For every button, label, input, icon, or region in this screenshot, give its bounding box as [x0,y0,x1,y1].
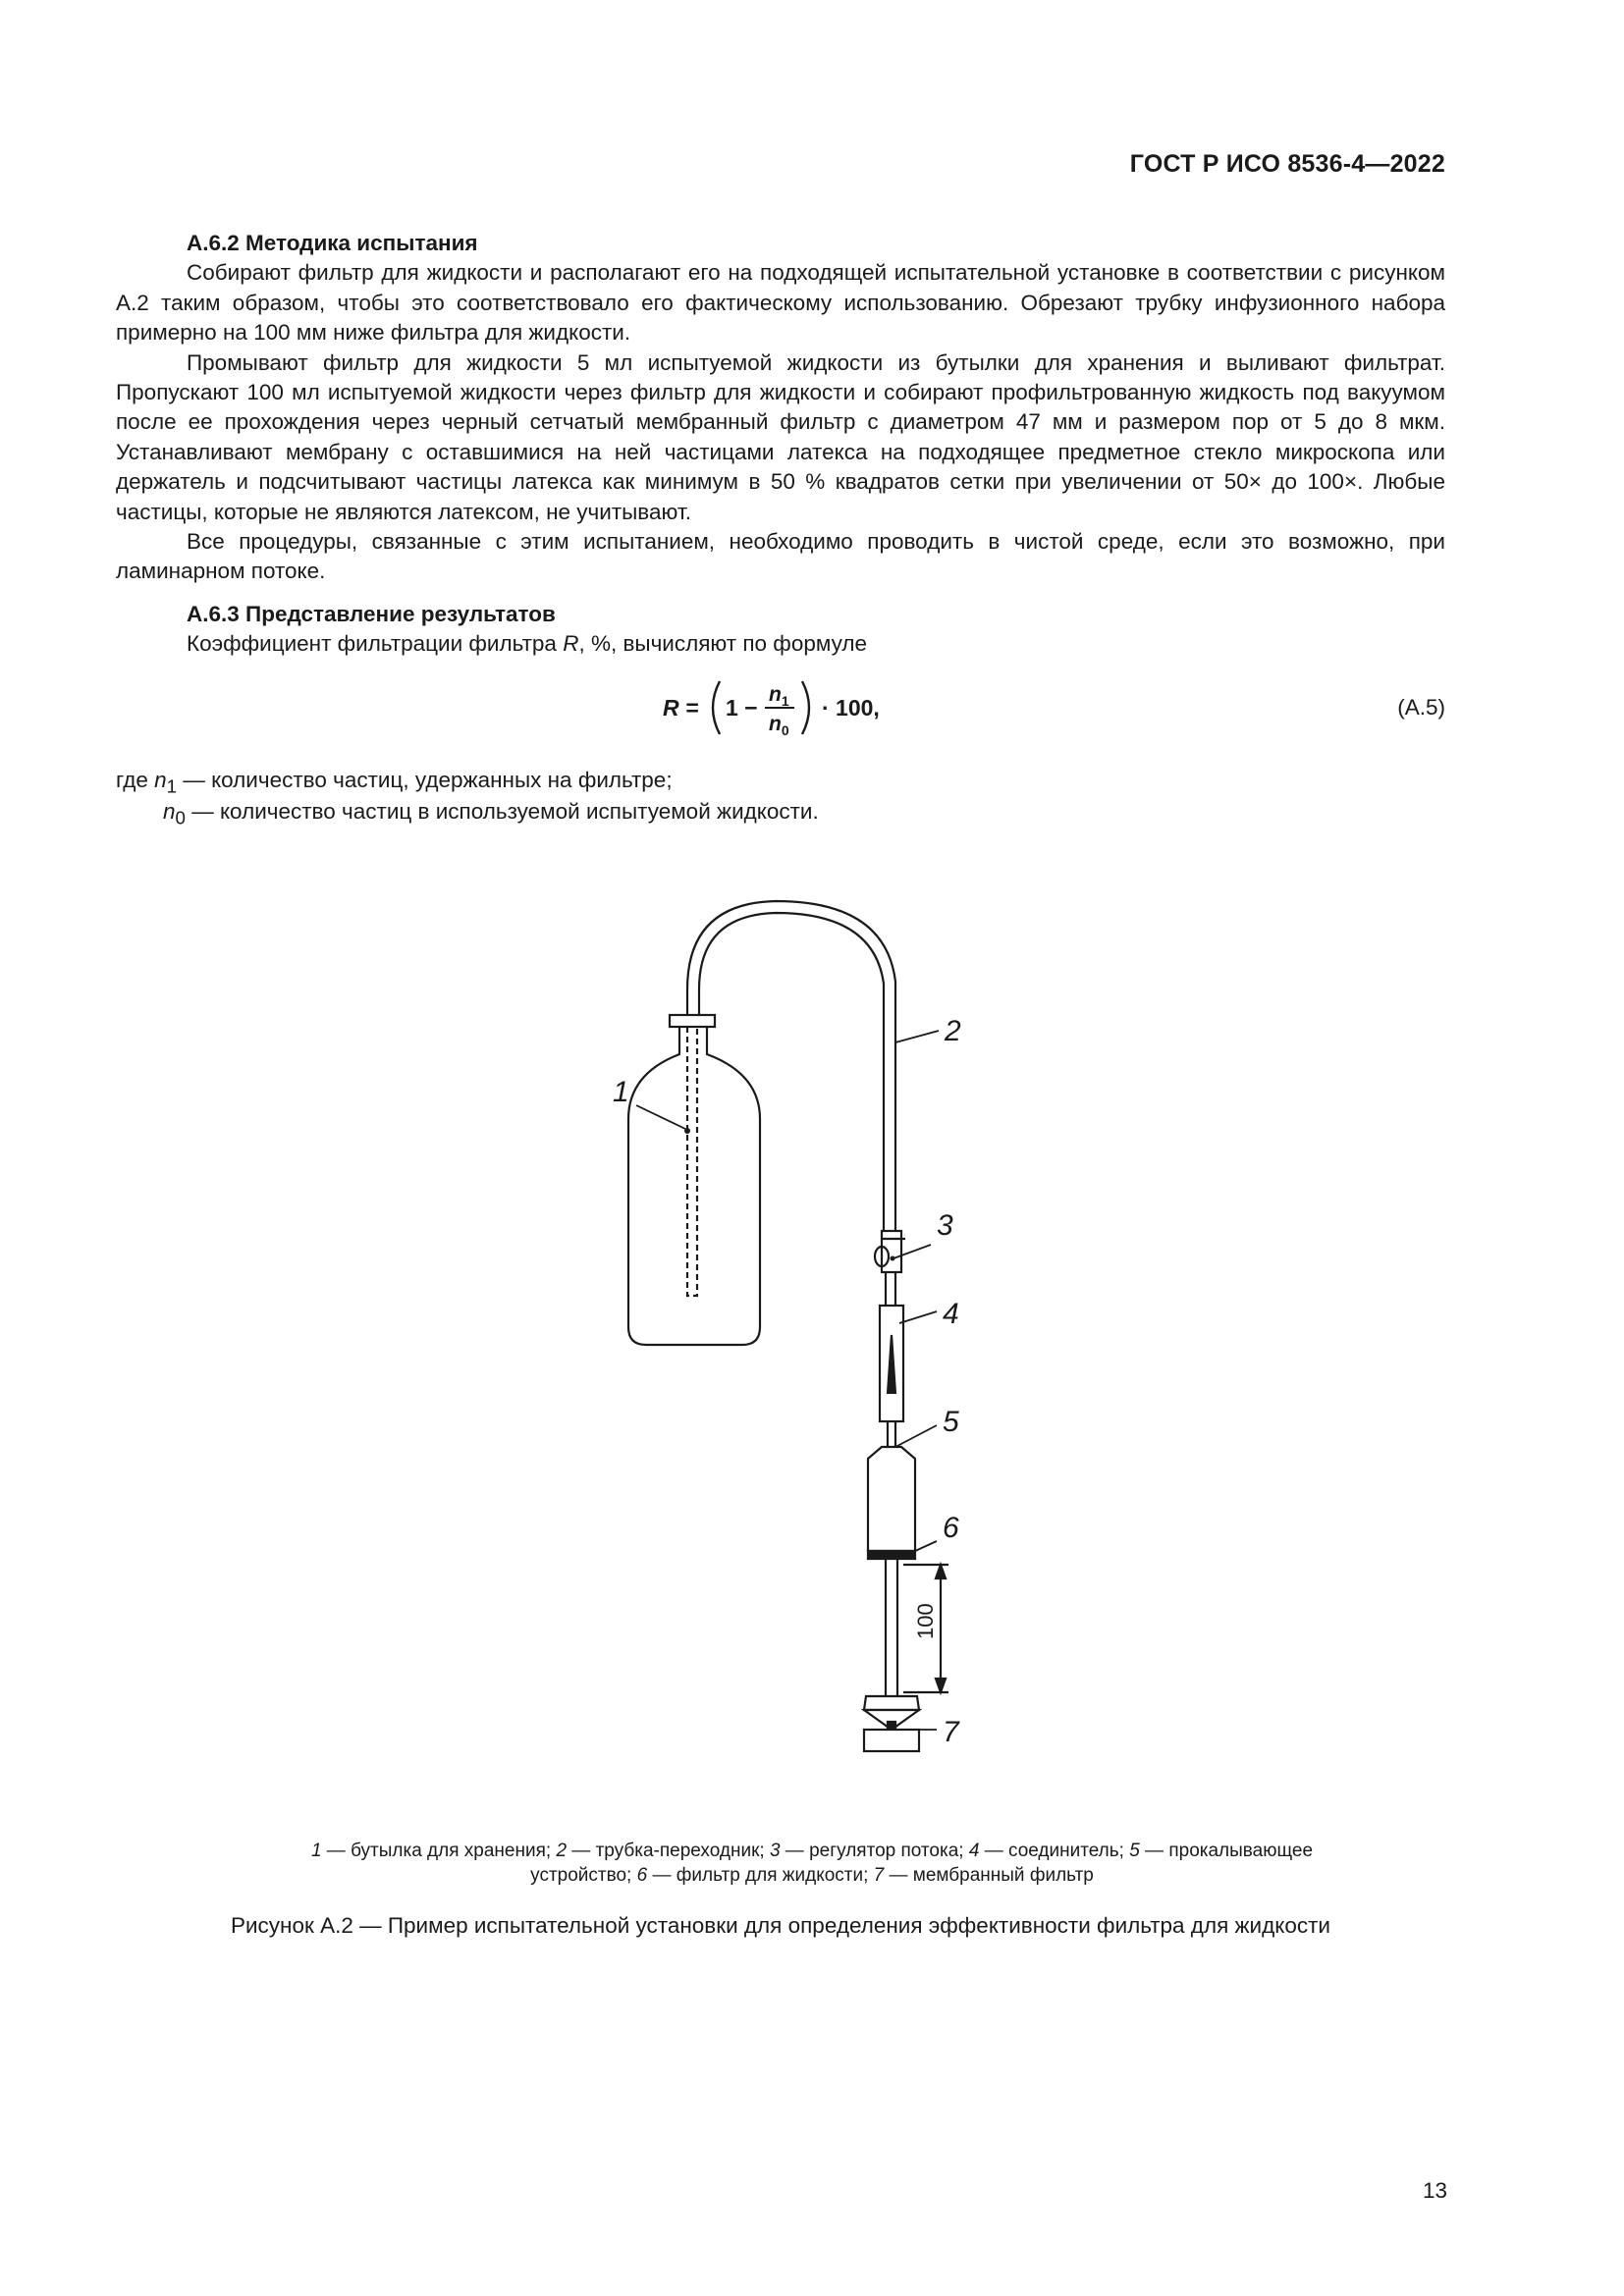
transfer-tube [687,901,895,1231]
formula-one-minus: 1 − [726,694,758,721]
label-4: 4 [943,1298,959,1330]
paragraph-3: Все процедуры, связанные с этим испытанием, необходимо проводить в чистой среде, если это возможно, при ламинарном потоке. [116,529,1445,584]
formula-intro: Коэффициент фильтрации фильтра R, %, вычисляют по формуле [187,631,867,657]
label-2: 2 [945,1015,961,1047]
paragraph-1: Собирают фильтр для жидкости и располагают его на подходящей испытательной установке в соответствии с рисунком А.2 таким образом, чтобы это соответствовало его фактическому использованию. Обрезают трубку инфузионного набора примерно на 100 мм ниже фильтра для жидкости. [116,260,1445,346]
regulator-leader-dot [891,1256,895,1261]
left-paren [713,681,720,734]
formula [663,673,898,742]
bottle-leader-dot [684,1128,690,1134]
paragraph-2: Промывают фильтр для жидкости 5 мл испытуемой жидкости из бутылки для хранения и выливают фильтрат. Пропускают 100 мл испытуемой жидкости через фильтр для жидкости и собирают профильтрованную жидкость под вакуумом после ее прохождения через черный сетчатый мембранный фильтр с диаметром 47 мм и размером пор от 5 до 8 мкм. Устанавливают мембрану с оставшимися на ней частицами латекса на подходящее предметное стекло микроскопа или держатель и подсчитывают частицы латекса как минимум в 50 % квадратов сетки при увеличении от 50× до 100×. Любые частицы, которые не являются латексом, не учитывают. [116,349,1445,524]
formula-row [116,666,1445,764]
liquid-filter [868,1447,915,1559]
label-6: 6 [943,1512,959,1544]
spike [888,1421,895,1448]
page-number: 13 [1422,2178,1447,2203]
storage-bottle [628,1015,760,1345]
label-7: 7 [943,1716,959,1748]
dimension-label: 100 [913,1603,938,1639]
section-heading-a62: А.6.2 Методика испытания [187,231,478,255]
label-1: 1 [613,1076,629,1108]
flow-regulator [875,1231,905,1306]
where-n0: $n_0$ — количество частиц в используемой испытуемой жидкости. [163,798,819,828]
membrane-filter [864,1696,919,1751]
label-3: 3 [937,1209,953,1242]
test-setup-figure [511,874,1060,1816]
figure-title: Рисунок А.2 — Пример испытательной установки для определения эффективности фильтра для жидкости [230,1913,1330,1938]
formula-numerator: $n_1$ [769,682,789,709]
right-paren [802,681,809,734]
label-5: 5 [943,1406,959,1438]
formula-denominator: $n_0$ [769,712,789,738]
standard-header: ГОСТ Р ИСО 8536-4—2022 [1129,150,1445,178]
formula-lhs: R = [663,694,699,721]
equation-number: (А.5) [1397,694,1445,720]
where-n1: где $n_1$ — количество частиц, удержанных на фильтре; [116,767,673,797]
figure-key: 1 — бутылка для хранения; 2 — трубка-переходник; 3 — регулятор потока; 4 — соединитель; 5 — прокалывающее устройство; 6 — фильтр для жидкости; 7 — мембранный фильтр [310,1841,1314,1886]
lower-tube [886,1559,897,1696]
formula-tail: · 100, [822,694,880,721]
main-text [116,229,1445,830]
where-block [116,766,1445,830]
section-heading-a63: А.6.3 Представление результатов [187,601,556,626]
